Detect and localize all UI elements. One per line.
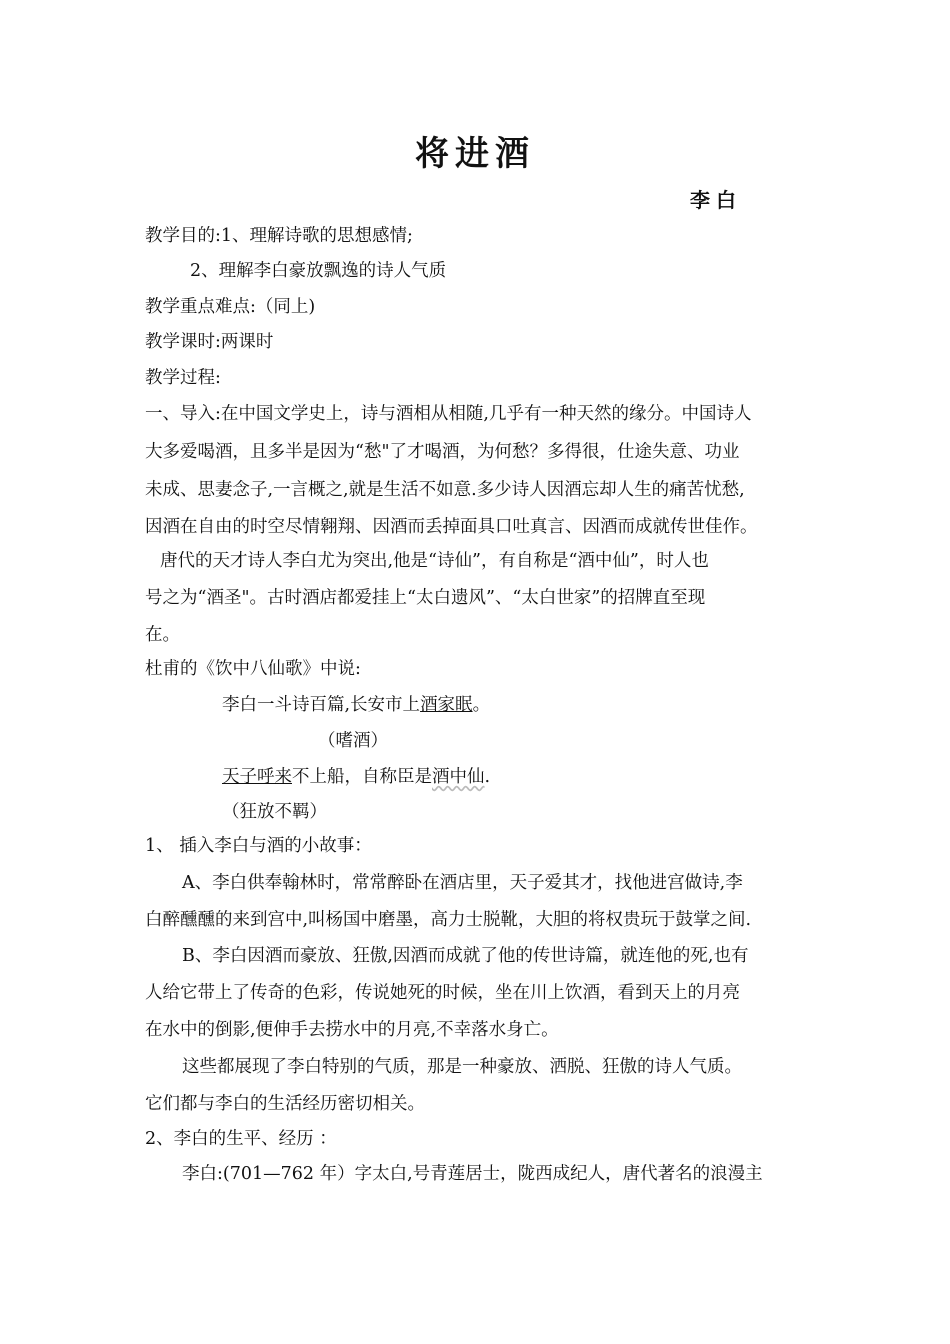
poem-line-2 xyxy=(222,765,490,789)
intro-paragraph-line: 号之为“酒圣"。古时酒店都爱挂上“太白遗风”、“太白世家”的招牌直至现 xyxy=(145,588,706,608)
intro-paragraph-line: 大多爱喝酒，且多半是因为“愁"了才喝酒，为何愁？多得很，仕途失意、功业 xyxy=(145,442,740,462)
intro-paragraph-line: 在。 xyxy=(145,625,180,645)
class-hours-line: 教学课时:两课时 xyxy=(145,332,274,352)
section-heading-biography: 2、李白的生平、经历 ： xyxy=(145,1129,337,1149)
poem-wavy-phrase: 酒中仙 xyxy=(432,767,485,787)
goal-line-1: 教学目的:1、理解诗歌的思想感情; xyxy=(145,226,413,246)
story-b-line: 人给它带上了传奇的色彩，传说她死的时候，坐在川上饮酒，看到天上的月亮 xyxy=(145,983,740,1003)
intro-paragraph-line: 未成、思妻念子,一言概之,就是生活不如意.多少诗人因酒忘却人生的痛苦忧愁, xyxy=(145,480,745,500)
poem-line-1-text: 李白一斗诗百篇,长安市上 xyxy=(222,695,421,715)
biography-line: 李白:(701—762 年）字太白,号青莲居士，陇西成纪人，唐代著名的浪漫主 xyxy=(182,1164,763,1184)
goal-line-2: 2、理解李白豪放飘逸的诗人气质 xyxy=(190,261,447,281)
document-title: 将进酒 xyxy=(415,134,535,174)
process-heading: 教学过程: xyxy=(145,368,221,388)
poem-note-2: （狂放不羁） xyxy=(222,802,327,822)
intro-paragraph-line: 唐代的天才诗人李白尤为突出,他是“诗仙”，有自称是“酒中仙”，时人也 xyxy=(160,551,709,571)
author-name: 李白 xyxy=(690,188,742,212)
poem-underlined-phrase: 酒家眠 xyxy=(420,695,473,715)
poem-line-2-text: 不上船，自称臣是 xyxy=(292,767,432,787)
story-a-line: A、李白供奉翰林时，常常醉卧在酒店里，天子爱其才，找他进宫做诗,李 xyxy=(182,873,743,893)
poem-line-1 xyxy=(222,693,490,717)
intro-paragraph-line: 一、导入:在中国文学史上，诗与酒相从相随,几乎有一种天然的缘分。中国诗人 xyxy=(145,404,752,424)
story-a-line: 白醉醺醺的来到宫中,叫杨国中磨墨，高力士脱靴，大胆的将权贵玩于鼓掌之间. xyxy=(145,910,752,930)
dufu-quote-intro: 杜甫的《饮中八仙歌》中说: xyxy=(145,659,361,679)
poem-note-1: （嗜酒） xyxy=(318,731,388,751)
poem-punctuation: . xyxy=(484,767,491,787)
poem-underlined-phrase: 天子呼来 xyxy=(222,767,292,787)
section-heading-stories: 1、 插入李白与酒的小故事： xyxy=(145,836,372,856)
story-b-line: 在水中的倒影,便伸手去捞水中的月亮,不幸落水身亡。 xyxy=(145,1020,559,1040)
poem-punctuation: 。 xyxy=(472,695,491,715)
story-b-line: B、李白因酒而豪放、狂傲,因酒而成就了他的传世诗篇，就连他的死,也有 xyxy=(182,946,749,966)
intro-paragraph-line: 因酒在自由的时空尽情翱翔、因酒而丢掉面具口吐真言、因酒而成就传世佳作。 xyxy=(145,517,758,537)
key-points-line: 教学重点难点:（同上) xyxy=(145,297,316,317)
summary-line: 这些都展现了李白特别的气质，那是一种豪放、洒脱、狂傲的诗人气质。 xyxy=(182,1057,742,1077)
summary-line: 它们都与李白的生活经历密切相关。 xyxy=(145,1094,425,1114)
